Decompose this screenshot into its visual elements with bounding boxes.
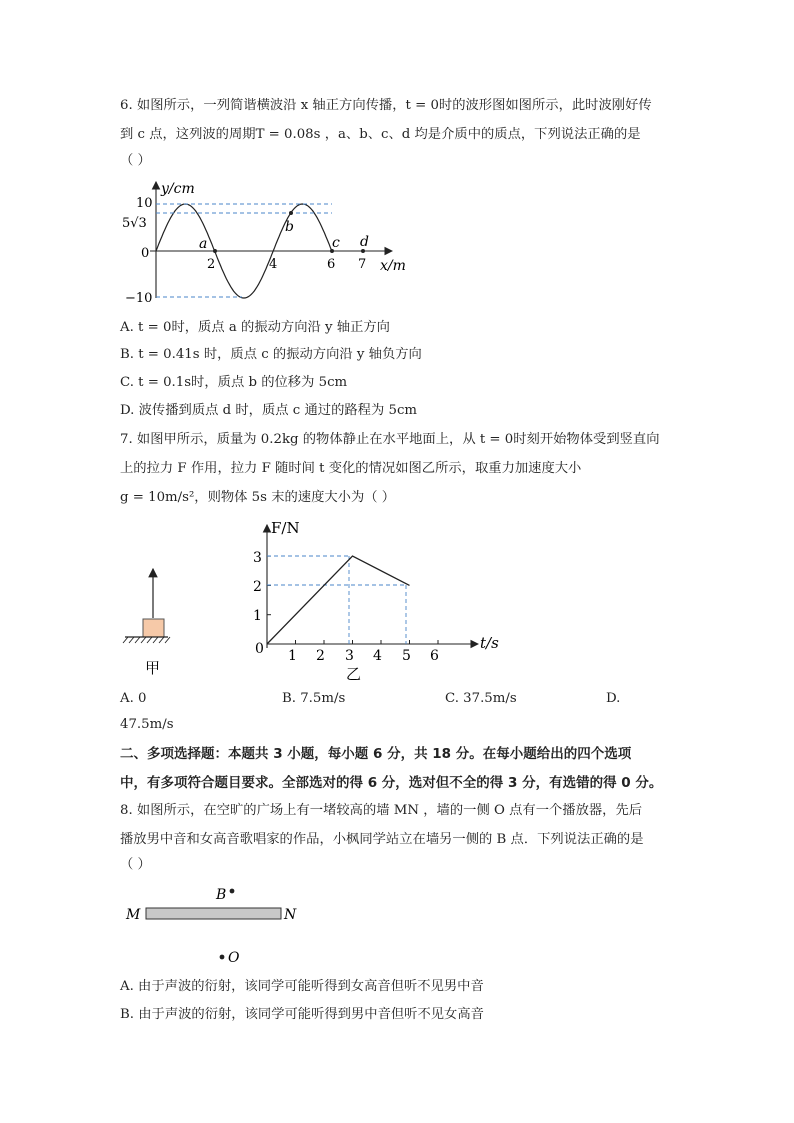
q7-tick-x5: 5: [402, 648, 411, 664]
q7-force-line: [267, 556, 410, 644]
q6-label-a: a: [199, 236, 208, 252]
section2-heading-line2: 中，有多项符合题目要求。全部选对的得 6 分，选对但不全的得 3 分，有选错的得 0 分。: [120, 775, 663, 791]
q8-stem-line2: 播放男中音和女高音歌唱家的作品，小枫同学站立在墙另一侧的 B 点．下列说法正确的是: [120, 832, 644, 847]
q6-option-a: A. t = 0时，质点 a 的振动方向沿 y 轴正方向: [120, 320, 390, 335]
q8-point-b: [230, 889, 235, 894]
q8-label-m: M: [126, 907, 141, 923]
q6-wave-graph: [120, 172, 420, 306]
q8-stem-line1: 8. 如图所示，在空旷的广场上有一堵较高的墙 MN ，墙的一侧 O 点有一个播放器，先后: [120, 803, 643, 818]
q7-tick-y2: 2: [253, 579, 262, 595]
q7-stem-line3: g = 10m/s²，则物体 5s 末的速度大小为（ ）: [120, 490, 396, 505]
q6-tick-x6: 6: [327, 257, 336, 272]
q7-tick-y3: 3: [253, 550, 262, 566]
q6-tick-x2: 2: [207, 257, 216, 272]
q6-option-b: B. t = 0.41s 时，质点 c 的振动方向沿 y 轴负方向: [120, 347, 422, 362]
q6-paren: （ ）: [120, 153, 151, 168]
q8-point-o: [220, 955, 225, 960]
q6-stem-line1: 6. 如图所示，一列简谐横波沿 x 轴正方向传播，t = 0时的波形图如图所示，此时波刚好传: [120, 98, 652, 113]
q7-xlabel: t/s: [480, 634, 499, 652]
q7-tick-x3: 3: [345, 648, 354, 664]
q6-label-c: c: [332, 235, 340, 251]
q8-label-b: B: [216, 887, 227, 903]
q7-stem-line1: 7. 如图甲所示，质量为 0.2kg 的物体静止在水平地面上，从 t = 0时刻开始物体受到竖直向: [120, 432, 660, 447]
q6-label-b: b: [285, 219, 294, 235]
q8-wall: [146, 908, 281, 919]
q8-wall-figure: [120, 878, 320, 970]
q7-ground-hatch: [123, 637, 170, 643]
q6-point-b: [289, 211, 293, 215]
q6-point-a: [213, 249, 217, 253]
q7-tick-x6: 6: [430, 648, 439, 664]
q7-option-c: C. 37.5m/s: [445, 691, 517, 706]
q7-label-yi: 乙: [346, 665, 362, 683]
q6-tick-y0: 0: [141, 246, 150, 261]
q6-tick-y10: 10: [136, 196, 153, 211]
q6-option-d: D. 波传播到质点 d 时，质点 c 通过的路程为 5cm: [120, 403, 417, 418]
q6-tick-x7: 7: [358, 257, 367, 272]
q7-tick-x2: 2: [316, 648, 325, 664]
q6-label-d: d: [360, 234, 369, 250]
q6-tick-y5sqrt3: 5√3: [122, 216, 147, 231]
q7-tick-y1: 1: [253, 608, 262, 624]
q7-tick-x4: 4: [373, 648, 382, 664]
q6-ylabel: y/cm: [161, 181, 195, 197]
q7-option-b: B. 7.5m/s: [282, 691, 346, 706]
q6-option-c: C. t = 0.1s时，质点 b 的位移为 5cm: [120, 375, 348, 390]
q6-tick-x4: 4: [269, 257, 278, 272]
q7-figure-jia: [118, 563, 178, 681]
section2-heading-line1: 二、多项选择题：本题共 3 小题，每小题 6 分，共 18 分。在每小题给出的四个选项: [120, 746, 632, 762]
q7-tick-o: 0: [255, 641, 264, 657]
q7-tick-x1: 1: [288, 648, 297, 664]
q8-label-o: O: [228, 950, 240, 966]
q7-option-d: D.: [606, 691, 621, 706]
q7-block: [143, 619, 164, 637]
q6-tick-ym10: −10: [125, 291, 153, 306]
q8-option-a: A. 由于声波的衍射，该同学可能听得到女高音但听不见男中音: [120, 979, 484, 994]
q7-force-graph: [250, 515, 510, 685]
q8-label-n: N: [284, 907, 297, 923]
q8-paren: （ ）: [120, 857, 151, 872]
q6-stem-line2: 到 c 点，这列波的周期T = 0.08s ，a、b、c、d 均是介质中的质点，下列说法正确的是: [120, 127, 641, 142]
q7-option-a: A. 0: [120, 691, 147, 706]
q7-label-jia: 甲: [145, 659, 161, 677]
q8-option-b: B. 由于声波的衍射，该同学可能听得到男中音但听不见女高音: [120, 1007, 484, 1022]
q6-xlabel: x/m: [380, 258, 406, 274]
q7-option-d-value: 47.5m/s: [120, 717, 174, 732]
q7-stem-line2: 上的拉力 F 作用，拉力 F 随时间 t 变化的情况如图乙所示，取重力加速度大小: [120, 461, 582, 476]
q7-ylabel: F/N: [271, 519, 300, 537]
